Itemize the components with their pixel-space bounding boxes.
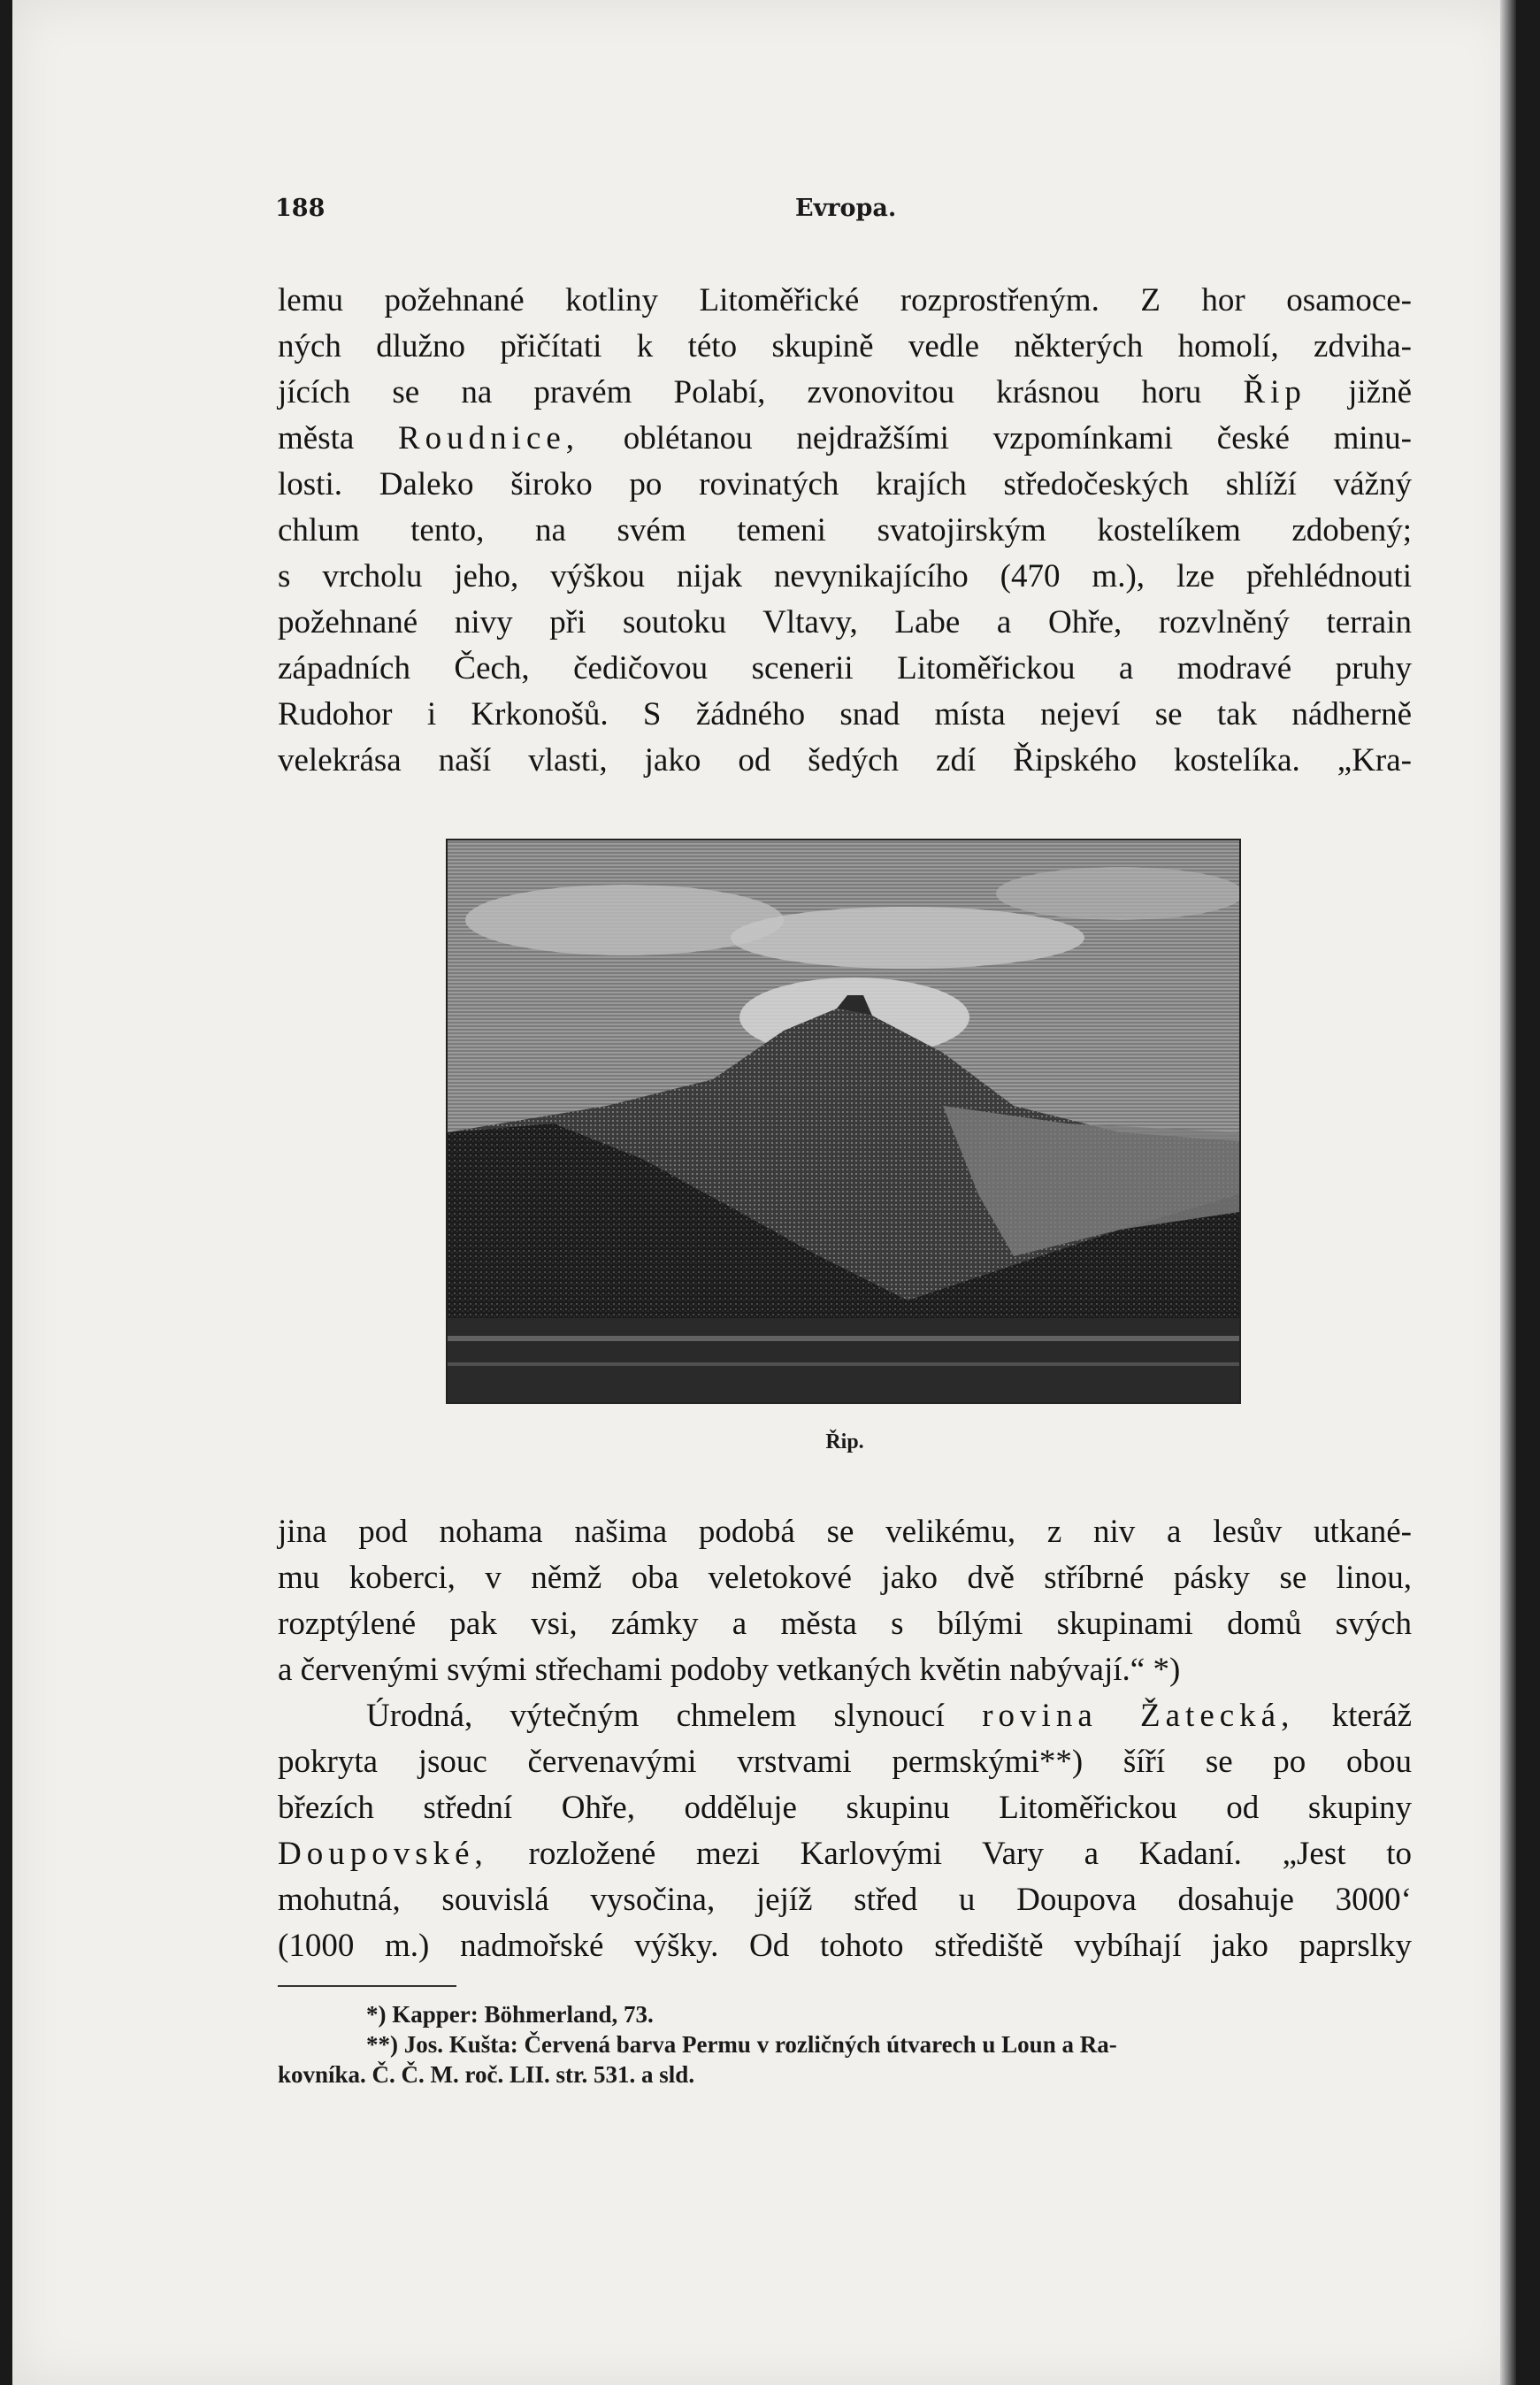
book-page (12, 0, 1516, 2385)
paragraph-1 (278, 278, 1412, 784)
text-line: lemu požehnané kotliny Litoměřické rozprostřeným. Z hor osamoce- (278, 282, 1412, 318)
footnote-divider (278, 1985, 456, 1987)
water-reflection (448, 1336, 1239, 1341)
water-reflection (448, 1362, 1239, 1366)
cloud (731, 907, 1084, 969)
cloud (996, 867, 1239, 920)
footnotes (278, 1999, 1412, 2090)
footnote-1: *) Kapper: Böhmerland, 73. (366, 2001, 654, 2028)
text-segment: kteráž (1331, 1698, 1413, 1734)
text-line: losti. Daleko široko po rovinatých krajích středočeských shlíží vážný (278, 466, 1412, 502)
text-line: rozptýlené pak vsi, zámky a města s bílými skupinami domů svých (278, 1606, 1412, 1642)
text-segment: jižně (1348, 374, 1413, 410)
engraving-image (448, 840, 1239, 1402)
text-line: s vrcholu jeho, výškou nijak nevynikajícího (470 m.), lze přehlédnouti (278, 558, 1412, 594)
footnote-2-continuation: kovníka. Č. Č. M. roč. LII. str. 531. a sld. (278, 2061, 695, 2088)
text-line (278, 1831, 1412, 1877)
text-line: pokryta jsouc červenavými vrstvami permskými**) šíří se po obou (278, 1744, 1412, 1780)
text-line: jina pod nohama našima podobá se velikému, z niv a lesův utkané- (278, 1514, 1412, 1550)
page-number: 188 (275, 195, 326, 222)
paragraph-2 (278, 1509, 1412, 1969)
text-line: (1000 m.) nadmořské výšky. Od tohoto střediště vybíhají jako paprslky (278, 1928, 1412, 1964)
text-segment: rozložené mezi Karlovými Vary a Kadaní. „Jest to (528, 1836, 1413, 1872)
text-line: západních Čech, čedičovou scenerii Litoměřickou a modravé pruhy (278, 650, 1412, 686)
text-line: mu koberci, v němž oba veletokové jako dvě stříbrné pásky se linou, (278, 1560, 1412, 1596)
text-line (278, 370, 1412, 416)
text-segment: jících se na pravém Polabí, zvonovitou krásnou horu (278, 374, 1202, 410)
illustration-rip-mountain (446, 839, 1241, 1404)
text-line: březích střední Ohře, odděluje skupinu Litoměřickou od skupiny (278, 1790, 1412, 1826)
text-line (278, 416, 1412, 462)
text-line: požehnané nivy při soutoku Vltavy, Labe a Ohře, rozvlněný terrain (278, 604, 1412, 640)
text-line: velekrása naší vlasti, jako od šedých zdí Řipského kostelíka. „Kra- (278, 742, 1412, 778)
page-edge-shadow (1500, 0, 1516, 2385)
spaced-term-roudnice: Roudnice, (398, 420, 580, 456)
spaced-term-zatecka: rovina Žatecká, (982, 1698, 1295, 1734)
running-header (264, 195, 1414, 226)
text-line: ných dlužno přičítati k této skupině vedle některých homolí, zdviha- (278, 328, 1412, 364)
text-line (278, 1693, 1412, 1739)
spaced-term-rip: Řip (1243, 374, 1306, 410)
running-title: Evropa. (795, 195, 897, 222)
text-line: mohutná, souvislá vysočina, jejíž střed u Doupova dosahuje 3000‘ (278, 1882, 1412, 1918)
spaced-term-doupovske: Doupovské, (278, 1836, 488, 1872)
text-segment: Úrodná, výtečným chmelem slynoucí (366, 1698, 945, 1734)
text-line: a červenými svými střechami podoby vetkaných květin nabývají.“ *) (278, 1652, 1181, 1688)
lake (448, 1318, 1239, 1402)
text-line: Rudohor i Krkonošů. S žádného snad místa nejeví se tak nádherně (278, 696, 1412, 732)
footnote-2: **) Jos. Kušta: Červená barva Permu v rozličných útvarech u Loun a Ra- (366, 2031, 1117, 2058)
figure-caption: Řip. (825, 1430, 864, 1453)
text-segment: města (278, 420, 355, 456)
text-segment: oblétanou nejdražšími vzpomínkami české minu- (623, 420, 1413, 456)
text-line: chlum tento, na svém temeni svatojirským kostelíkem zdobený; (278, 512, 1412, 548)
